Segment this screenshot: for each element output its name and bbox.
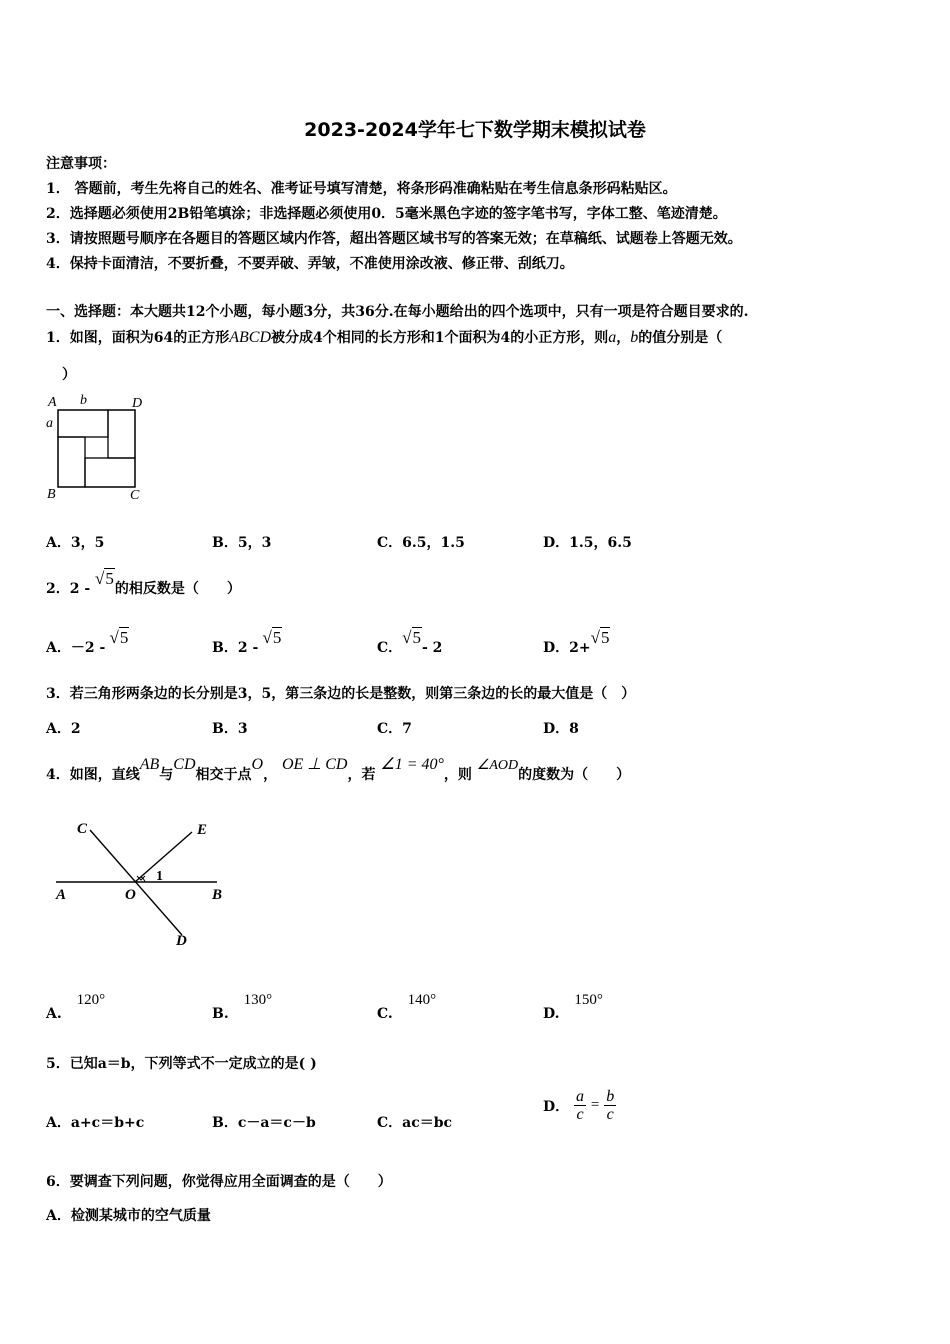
page-title: 2023-2024学年七下数学期末模拟试卷 — [304, 119, 646, 141]
question-2: 2．2 - √5的相反数是（ ） — [46, 569, 241, 597]
q1-option-a: A．3，5 — [46, 535, 105, 551]
fig-label-angle-1: 1 — [156, 869, 163, 884]
q2-option-c: C．√5- 2 — [377, 628, 443, 656]
q3-option-a: A．2 — [46, 721, 81, 737]
lines-figure — [44, 810, 234, 955]
q3-option-b: B．3 — [212, 721, 248, 737]
question-6: 6．要调查下列问题，你觉得应用全面调查的是（ ） — [46, 1174, 392, 1190]
q5-option-b: B．c－a＝c－b — [212, 1115, 316, 1131]
fig-label-b: b — [80, 393, 87, 408]
question-3: 3．若三角形两条边的长分别是3，5，第三条边的长是整数，则第三条边的长的最大值是（ ） — [46, 686, 636, 702]
notice-item: 1． 答题前，考生先将自己的姓名、准考证号填写清楚，将条形码准确粘贴在考生信息条形码粘贴区。 — [46, 181, 677, 197]
fig-label-a: A — [56, 887, 67, 903]
fig-label-d: D — [132, 396, 143, 411]
q2-option-d: D．2+√5 — [543, 628, 610, 656]
q5-option-a: A．a+c＝b+c — [46, 1115, 145, 1131]
q5-option-c: C．ac＝bc — [377, 1115, 453, 1131]
q1-option-d: D．1.5，6.5 — [543, 535, 632, 551]
q2-option-b: B．2 - √5 — [212, 628, 282, 656]
fig-label-c: C — [130, 488, 140, 503]
q4-option-d: D. 150° — [543, 992, 603, 1022]
section-heading: 一、选择题：本大题共12个小题，每小题3分，共36分.在每小题给出的四个选项中，只有一项是符合题目要求的. — [46, 304, 749, 320]
q2-option-a: A．－2 - √5 — [46, 628, 129, 656]
q5-option-d: D． $\frac{a}{c}$ = $\frac{b}{c}$ — [543, 1088, 615, 1123]
q1-option-c: C．6.5，1.5 — [377, 535, 465, 551]
question-1-close: ） — [62, 367, 76, 383]
q4-option-a: A. 120° — [46, 992, 106, 1022]
question-1: 1．如图，面积为64的正方形ABCD被分成4个相同的长方形和1个面积为4的小正方形，则a，b的值分别是（ — [46, 329, 723, 346]
fig-label-e: E — [197, 822, 208, 838]
q6-option-a: A．检测某城市的空气质量 — [46, 1208, 211, 1224]
fig-label-b-upper: B — [47, 487, 56, 502]
fig-label-b: B — [212, 887, 223, 903]
q4-option-b: B. 130° — [212, 992, 273, 1022]
fig-label-a-lower: a — [46, 416, 53, 431]
question-4: 4．如图，直线AB与CD相交于点O， OE ⊥ CD，若 ∠1 = 40°，则 ∠AOD的度数为（ ） — [46, 756, 631, 783]
square-figure — [44, 390, 154, 505]
notice-item: 2．选择题必须使用2B铅笔填涂；非选择题必须使用0．5毫米黑色字迹的签字笔书写，字体工整、笔迹清楚。 — [46, 206, 727, 222]
fig-label-c: C — [77, 821, 88, 837]
q3-option-c: C．7 — [377, 721, 412, 737]
fig-label-d: D — [176, 933, 187, 949]
notice-heading: 注意事项： — [46, 156, 116, 172]
fig-label-a-upper: A — [48, 395, 57, 410]
notice-item: 3．请按照题号顺序在各题目的答题区域内作答，超出答题区域书写的答案无效；在草稿纸、试题卷上答题无效。 — [46, 231, 742, 247]
question-5: 5．已知a＝b，下列等式不一定成立的是( ) — [46, 1056, 317, 1072]
q4-option-c: C. 140° — [377, 992, 437, 1022]
q1-option-b: B．5，3 — [212, 535, 272, 551]
q3-option-d: D．8 — [543, 721, 579, 737]
fig-label-o: O — [125, 887, 136, 903]
notice-item: 4．保持卡面清洁，不要折叠，不要弄破、弄皱，不准使用涂改液、修正带、刮纸刀。 — [46, 256, 574, 272]
